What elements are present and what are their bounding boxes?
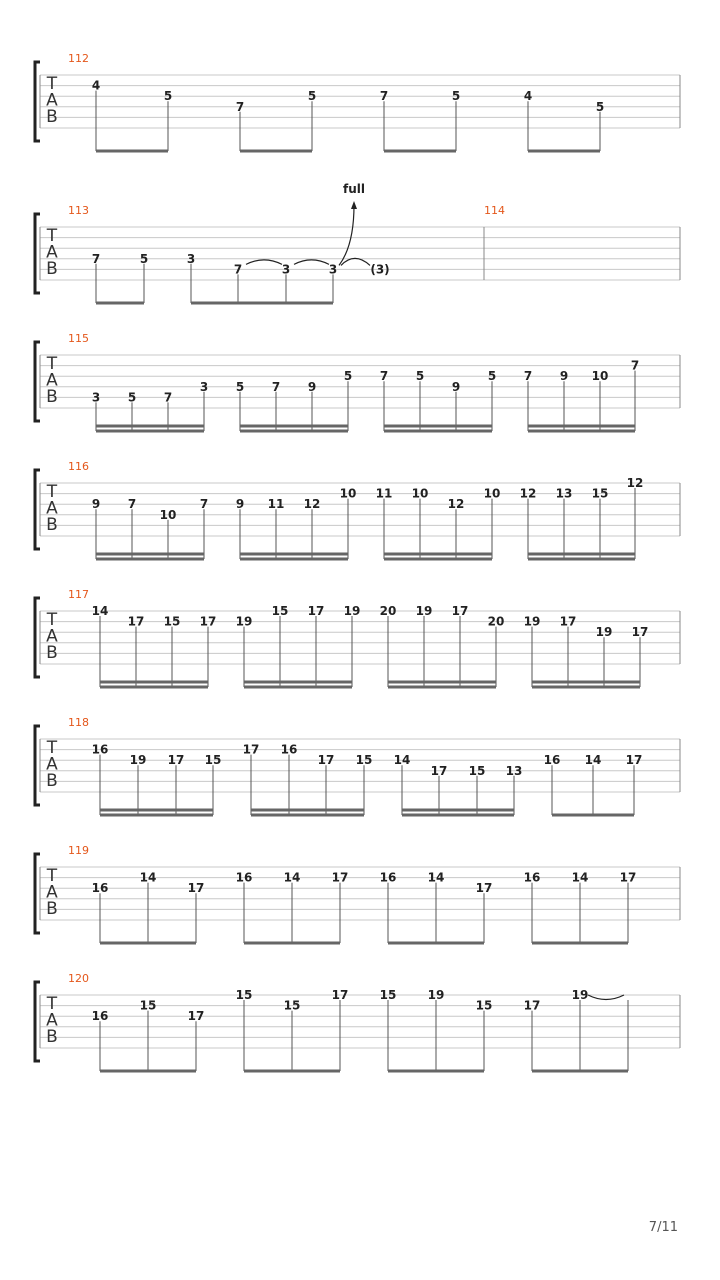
fret-number: 19 bbox=[523, 614, 541, 629]
fret-number: 15 bbox=[591, 486, 609, 501]
fret-number: 16 bbox=[379, 870, 397, 885]
tab-clef-letter: T bbox=[46, 74, 58, 94]
fret-number: 4 bbox=[523, 89, 533, 104]
fret-number: 16 bbox=[523, 870, 541, 885]
system-bracket bbox=[35, 470, 40, 549]
tab-clef-letter: T bbox=[46, 610, 58, 630]
measure-number: 115 bbox=[68, 332, 89, 345]
fret-number: 17 bbox=[242, 742, 260, 757]
tab-clef-letter: A bbox=[46, 1010, 58, 1031]
tab-clef-letter: B bbox=[46, 643, 58, 663]
tab-clef-letter: A bbox=[46, 626, 58, 647]
tie-arc bbox=[341, 258, 370, 265]
fret-number: 14 bbox=[393, 753, 411, 768]
fret-number: 13 bbox=[505, 763, 523, 778]
fret-number: 7 bbox=[379, 89, 389, 104]
fret-number: 7 bbox=[199, 497, 209, 512]
tab-clef-letter: B bbox=[46, 771, 58, 791]
fret-number: 5 bbox=[451, 89, 461, 104]
fret-number: 3 bbox=[281, 262, 291, 277]
fret-number: 19 bbox=[571, 988, 589, 1002]
system-bracket bbox=[35, 62, 40, 141]
tie-arc bbox=[294, 260, 329, 265]
tab-clef-letter: B bbox=[46, 107, 58, 127]
fret-number: 17 bbox=[199, 614, 217, 629]
fret-number: 9 bbox=[91, 497, 101, 512]
system-bracket bbox=[35, 342, 40, 421]
fret-number: 12 bbox=[303, 497, 321, 512]
fret-number: 10 bbox=[411, 486, 429, 501]
fret-number: 10 bbox=[483, 486, 501, 501]
fret-number: 9 bbox=[307, 379, 317, 394]
fret-number: 20 bbox=[487, 614, 505, 629]
fret-number: 5 bbox=[235, 379, 245, 394]
fret-number: 19 bbox=[595, 625, 613, 640]
fret-number: 16 bbox=[235, 870, 253, 885]
fret-number: 12 bbox=[447, 497, 465, 512]
system-bracket bbox=[35, 726, 40, 805]
fret-number: 7 bbox=[630, 358, 640, 373]
fret-number: 17 bbox=[523, 998, 541, 1013]
tab-clef-letter: T bbox=[46, 994, 58, 1014]
fret-number: 17 bbox=[331, 988, 349, 1002]
fret-number: 15 bbox=[139, 998, 157, 1013]
fret-number: 19 bbox=[415, 604, 433, 618]
fret-number: 17 bbox=[307, 604, 325, 618]
tab-clef-letter: T bbox=[46, 354, 58, 374]
tab-clef-letter: A bbox=[46, 882, 58, 903]
fret-number: 16 bbox=[91, 881, 109, 896]
fret-number: 4 bbox=[91, 78, 101, 93]
fret-number: 7 bbox=[91, 251, 101, 266]
system-bracket bbox=[35, 214, 40, 293]
fret-number: 5 bbox=[487, 369, 497, 384]
fret-number: 16 bbox=[280, 742, 298, 757]
fret-number: 15 bbox=[475, 998, 493, 1013]
fret-number: 3 bbox=[328, 262, 338, 277]
fret-number: 5 bbox=[415, 369, 425, 384]
fret-number: 5 bbox=[139, 251, 149, 266]
tab-clef-letter: A bbox=[46, 498, 58, 519]
fret-number: 14 bbox=[584, 753, 602, 768]
fret-number: 15 bbox=[468, 763, 486, 778]
fret-number: 17 bbox=[631, 625, 649, 640]
fret-number: 13 bbox=[555, 486, 573, 501]
fret-number: 3 bbox=[199, 379, 209, 394]
fret-number: 14 bbox=[283, 870, 301, 885]
fret-number: 17 bbox=[619, 870, 637, 885]
fret-number: 5 bbox=[127, 390, 137, 405]
fret-number: 15 bbox=[235, 988, 253, 1002]
bend-label: full bbox=[343, 182, 365, 196]
fret-number: 11 bbox=[267, 497, 285, 512]
fret-number: 16 bbox=[91, 742, 109, 757]
fret-number: 14 bbox=[139, 870, 157, 885]
fret-number: 19 bbox=[235, 614, 253, 629]
fret-number: 15 bbox=[204, 753, 222, 768]
fret-number: 14 bbox=[571, 870, 589, 885]
tab-clef-letter: B bbox=[46, 515, 58, 535]
fret-number: 7 bbox=[127, 497, 137, 512]
fret-number: 15 bbox=[379, 988, 397, 1002]
fret-number: 17 bbox=[187, 881, 205, 896]
bend-arrowhead bbox=[351, 201, 357, 209]
tab-system bbox=[35, 332, 680, 431]
fret-number: 7 bbox=[233, 262, 243, 277]
fret-number: 17 bbox=[451, 604, 469, 618]
tab-clef-letter: B bbox=[46, 899, 58, 919]
bend-curve bbox=[339, 205, 354, 265]
measure-number: 117 bbox=[68, 588, 89, 601]
tab-clef-letter: B bbox=[46, 1027, 58, 1047]
fret-number: 5 bbox=[307, 89, 317, 104]
fret-number: 9 bbox=[235, 497, 245, 512]
fret-number: 17 bbox=[625, 753, 643, 768]
fret-number: 17 bbox=[331, 870, 349, 885]
fret-number: 10 bbox=[591, 369, 609, 384]
tie-arc bbox=[588, 995, 624, 1000]
tab-clef-letter: B bbox=[46, 387, 58, 407]
fret-number: 10 bbox=[339, 486, 357, 501]
fret-number: 7 bbox=[163, 390, 173, 405]
fret-number: 19 bbox=[427, 988, 445, 1002]
tab-clef-letter: T bbox=[46, 738, 58, 758]
page-number: 7/11 bbox=[648, 1220, 678, 1235]
tab-system bbox=[35, 182, 680, 303]
fret-number: 9 bbox=[451, 379, 461, 394]
fret-number: 20 bbox=[379, 604, 397, 618]
tab-system bbox=[35, 52, 680, 151]
fret-number: 10 bbox=[159, 507, 177, 522]
tab-system bbox=[35, 716, 680, 815]
fret-number: 7 bbox=[271, 379, 281, 394]
tab-clef-letter: A bbox=[46, 754, 58, 775]
tab-system bbox=[35, 588, 680, 687]
system-bracket bbox=[35, 598, 40, 677]
fret-number: 11 bbox=[375, 486, 393, 501]
fret-number: 17 bbox=[167, 753, 185, 768]
system-bracket bbox=[35, 854, 40, 933]
measure-number: 120 bbox=[68, 972, 89, 985]
tab-clef-letter: A bbox=[46, 90, 58, 111]
measure-number: 119 bbox=[68, 844, 89, 857]
fret-number: 7 bbox=[235, 99, 245, 114]
fret-number: 14 bbox=[91, 604, 109, 618]
fret-number: 15 bbox=[163, 614, 181, 629]
fret-number: 14 bbox=[427, 870, 445, 885]
tab-system bbox=[35, 460, 680, 559]
fret-number: 16 bbox=[543, 753, 561, 768]
fret-number: 5 bbox=[595, 99, 605, 114]
tab-system bbox=[35, 972, 680, 1071]
fret-number: 5 bbox=[343, 369, 353, 384]
tab-clef-letter: T bbox=[46, 226, 58, 246]
measure-number: 113 bbox=[68, 204, 89, 217]
measure-number: 112 bbox=[68, 52, 89, 65]
fret-number: 19 bbox=[129, 753, 147, 768]
fret-number: 16 bbox=[91, 1009, 109, 1024]
fret-number: 3 bbox=[91, 390, 101, 405]
fret-number: 17 bbox=[187, 1009, 205, 1024]
fret-number: 3 bbox=[186, 251, 196, 266]
fret-number: 17 bbox=[127, 614, 145, 629]
fret-number: 15 bbox=[355, 753, 373, 768]
fret-number: 5 bbox=[163, 89, 173, 104]
system-bracket bbox=[35, 982, 40, 1061]
tab-clef-letter: A bbox=[46, 242, 58, 263]
tie-arc bbox=[246, 260, 282, 265]
fret-number: 17 bbox=[430, 763, 448, 778]
fret-number: (3) bbox=[370, 262, 390, 277]
fret-number: 9 bbox=[559, 369, 569, 384]
measure-number: 114 bbox=[484, 204, 505, 217]
tab-clef-letter: B bbox=[46, 259, 58, 279]
fret-number: 7 bbox=[523, 369, 533, 384]
fret-number: 17 bbox=[317, 753, 335, 768]
fret-number: 15 bbox=[283, 998, 301, 1013]
fret-number: 17 bbox=[559, 614, 577, 629]
fret-number: 17 bbox=[475, 881, 493, 896]
tab-system bbox=[35, 844, 680, 943]
tab-clef-letter: A bbox=[46, 370, 58, 391]
fret-number: 19 bbox=[343, 604, 361, 618]
measure-number: 118 bbox=[68, 716, 89, 729]
fret-number: 7 bbox=[379, 369, 389, 384]
tab-clef-letter: T bbox=[46, 866, 58, 886]
measure-number: 116 bbox=[68, 460, 89, 473]
tab-clef-letter: T bbox=[46, 482, 58, 502]
fret-number: 12 bbox=[519, 486, 537, 501]
fret-number: 15 bbox=[271, 604, 289, 618]
fret-number: 12 bbox=[626, 476, 644, 490]
